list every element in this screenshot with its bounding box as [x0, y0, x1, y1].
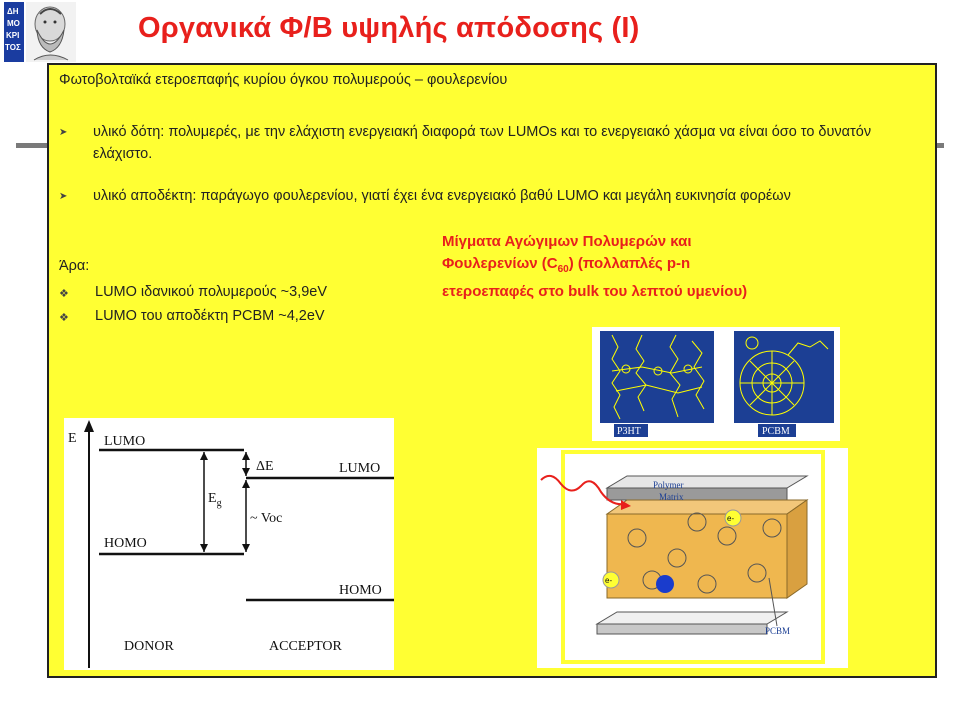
pcbm-device-label: PCBM: [765, 626, 791, 636]
acceptor-lumo-label: LUMO: [339, 461, 381, 476]
bulk-heterojunction-diagram: [537, 448, 848, 668]
arrow-up-icon: [84, 420, 94, 432]
matrix-label: Matrix: [659, 492, 684, 502]
p3ht-label: P3HT: [617, 426, 641, 437]
diamond-bullet-icon: ❖: [59, 288, 69, 300]
intro-text: Φωτοβολταϊκά ετεροεπαφής κυρίου όγκου πολυμερούς – φουλερενίου: [59, 72, 508, 88]
hole-icon: [656, 575, 674, 593]
highlight-line-2: Φουλερενίων $(C_{60})$ (πολλαπλές p-n: [442, 255, 691, 275]
page-title: Οργανικά Φ/Β υψηλής απόδοσης (I): [138, 12, 640, 44]
highlight-line-3: ετεροεπαφές στο bulk του λεπτού υμενίου): [442, 283, 748, 300]
delta-e-label: ΔE: [256, 459, 274, 474]
top-electrode: [607, 488, 787, 500]
university-logo: [4, 2, 78, 62]
sub-bullet-polymer-lumo: LUMO ιδανικού πολυμερούς ~3,9eV: [95, 284, 328, 300]
bottom-electrode: [597, 624, 767, 634]
pcbm-label: PCBM: [762, 426, 790, 437]
donor-label: DONOR: [124, 639, 174, 654]
donor-lumo-label: LUMO: [104, 434, 146, 449]
logo-text-4: ΤΟΣ: [5, 43, 21, 52]
energy-level-diagram: [64, 418, 394, 670]
voc-label: ~ Voc: [250, 511, 283, 526]
energy-axis-label: E: [68, 431, 77, 446]
sub-bullet-pcbm-lumo: LUMO του αποδέκτη PCBM ~4,2eV: [95, 308, 325, 324]
energy-gap-label: $E_g$: [208, 491, 222, 509]
polymer-label: Polymer: [653, 480, 684, 490]
acceptor-label: ACCEPTOR: [269, 639, 342, 654]
polymer-matrix-block: [607, 514, 787, 598]
bullet-acceptor: υλικό αποδέκτη: παράγωγο φουλερενίου, γιατί έχει ένα ενεργειακό βαθύ LUMO και μεγάλη ευκινησία φορέων: [93, 188, 791, 204]
svg-text:e-: e-: [727, 514, 735, 523]
diamond-bullet-icon: ❖: [59, 312, 69, 324]
highlight-line-1: Μίγματα Αγώγιμων Πολυμερών και: [442, 233, 692, 250]
molecule-structures: [592, 327, 840, 441]
logo-text-3: ΚΡΙ: [6, 31, 20, 40]
acceptor-homo-label: HOMO: [339, 583, 382, 598]
donor-homo-label: HOMO: [104, 536, 147, 551]
arrow-bullet-icon: ➤: [59, 191, 68, 202]
logo-text-1: ΔΗ: [7, 7, 19, 16]
logo-text-2: ΜΟ: [7, 19, 20, 28]
bullet-donor: υλικό δότη: πολυμερές, με την ελάχιστη ενεργειακή διαφορά των LUMOs και το ενεργειακό χάσμα να είναι όσο το δυνατόν ελάχιστο.: [93, 124, 872, 162]
therefore-label: Άρα:: [59, 258, 90, 274]
philosopher-bust-icon: [26, 2, 76, 62]
arrow-bullet-icon: ➤: [59, 127, 68, 138]
pcbm-structure: [734, 331, 834, 423]
highlight-text: [442, 231, 922, 303]
svg-text:e-: e-: [605, 576, 613, 585]
